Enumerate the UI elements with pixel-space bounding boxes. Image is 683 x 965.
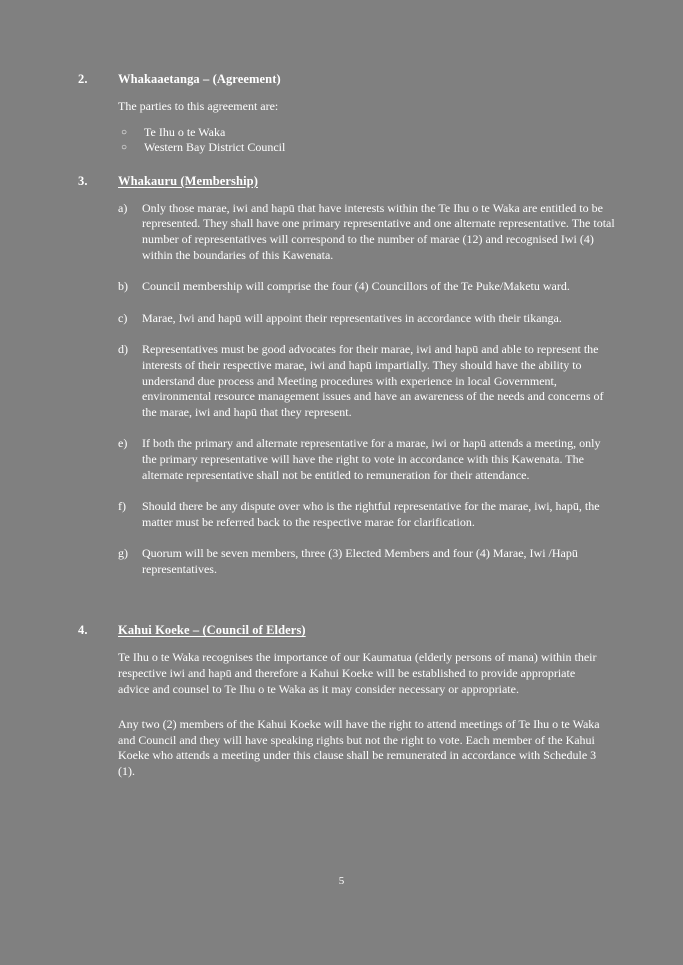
clause-2-number: 2. <box>78 72 88 86</box>
clause-4-heading <box>78 623 621 638</box>
clause-membership <box>78 174 621 578</box>
bullet-circle-icon: ○ <box>121 126 128 138</box>
clause-3-heading <box>78 174 621 189</box>
subitem-d-label: d) <box>118 342 128 357</box>
membership-subitems <box>78 201 621 578</box>
subitem-g-label: g) <box>118 546 128 561</box>
subitem-b-label: b) <box>118 279 128 294</box>
elders-paragraph-1: Te Ihu o te Waka recognises the importance of our Kaumatua (elderly persons of mana) within their respective iwi and hapū and therefore a Kahui Koeke will be established to provide appropriate advice and counsel to Te Ihu o te Waka as it may consider necessary or appropriate. <box>118 650 597 696</box>
subitem-d <box>118 342 621 420</box>
spacer <box>78 707 621 717</box>
party-label: Te Ihu o te Waka <box>144 124 226 139</box>
subitem-c-text: Marae, Iwi and hapū will appoint their representatives in accordance with their tikanga. <box>142 310 562 325</box>
subitem-g <box>118 546 621 577</box>
party-label: Western Bay District Council <box>144 140 286 155</box>
subitem-b <box>118 279 621 295</box>
subitem-a <box>118 201 621 263</box>
subitem-e-text: If both the primary and alternate representative for a marae, iwi or hapū attends a meeting, only the primary representative will have the right to vote in accordance with this Kawenata. The alternate representative shall not be entitled to remuneration for their attendance. <box>142 436 601 482</box>
agreement-intro-text: The parties to this agreement are: <box>118 99 279 113</box>
clause-3-number: 3. <box>78 173 88 188</box>
subitem-f-label: f) <box>118 499 126 514</box>
spacer <box>78 593 621 623</box>
clause-2-heading <box>78 72 621 87</box>
page-number: 5 <box>338 875 345 887</box>
subitem-d-text: Representatives must be good advocates for their marae, iwi and hapū and able to represent the interests of their respective marae, iwi and hapū impartially. They should have the ability to understand due process and Meeting procedures with experience in local Government, environmental resource management issues and have an awareness of the needs and concerns of the marae, iwi and hapū that they represent. <box>142 342 604 419</box>
elders-paragraph-2: Any two (2) members of the Kahui Koeke will have the right to attend meetings of Te Ihu o te Waka and Council and they will have speaking rights but not the right to vote. Each member of the Kahui Koeke who attends a meeting under this clause shall be remunerated in accordance with Schedule 3 (1). <box>118 717 600 779</box>
subitem-g-text: Quorum will be seven members, three (3) Elected Members and four (4) Marae, Iwi /Hapū representatives. <box>142 546 578 576</box>
subitem-c-label: c) <box>118 310 128 325</box>
clause-agreement <box>78 72 621 156</box>
subitem-b-text: Council membership will comprise the four (4) Councillors of the Te Puke/Maketu ward. <box>142 279 570 294</box>
subitem-a-text: Only those marae, iwi and hapū that have interests within the Te Ihu o te Waka are entitled to be represented. They shall have one primary representative and one alternate representative. The total number of representatives will correspond to the number of marae (12) and recognised Iwi (4) within the boundaries of this Kawenata. <box>142 200 615 262</box>
list-item <box>118 140 621 156</box>
subitem-a-label: a) <box>118 200 128 215</box>
subitem-e <box>118 436 621 483</box>
list-item <box>118 125 621 141</box>
agreement-parties-list <box>118 125 621 156</box>
bullet-circle-icon: ○ <box>121 142 128 154</box>
subitem-c <box>118 311 621 327</box>
clause-3-title: Whakauru (Membership) <box>118 173 258 188</box>
clause-4-title: Kahui Koeke – (Council of Elders) <box>118 623 306 638</box>
spacer <box>78 156 621 174</box>
subitem-f-text: Should there be any dispute over who is the rightful representative for the marae, iwi, hapū, the matter must be referred back to the respective marae for clarification. <box>142 499 600 529</box>
subitem-f <box>118 499 621 530</box>
clause-2-title: Whakaaetanga – (Agreement) <box>118 72 281 86</box>
document-body <box>78 72 621 780</box>
clause-council-of-elders <box>78 623 621 779</box>
subitem-e-label: e) <box>118 436 128 451</box>
clause-4-number: 4. <box>78 623 88 638</box>
